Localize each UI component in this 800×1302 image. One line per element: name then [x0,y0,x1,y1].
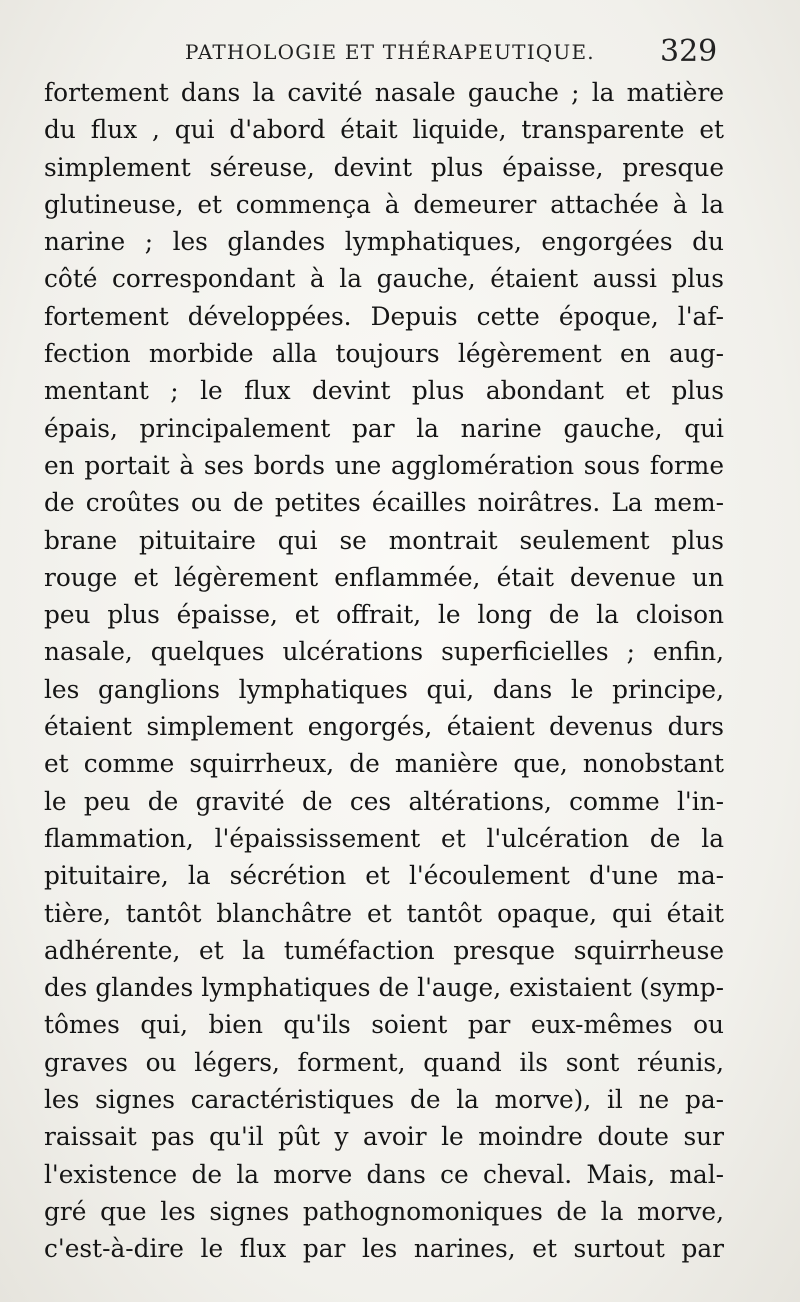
running-title: PATHOLOGIE ET THÉRAPEUTIQUE. [185,40,595,64]
text-line: en portait à ses bords une agglomération sous forme [44,450,724,480]
text-line: fection morbide alla toujours légèrement en aug- [44,339,724,369]
text-line: narine ; les glandes lymphatiques, engorgées du [44,227,724,257]
text-line: peu plus épaisse, et offrait, le long de la cloison [44,600,724,630]
text-line: l'existence de la morve dans ce cheval. Mais, mal- [44,1159,724,1189]
text-line: de croûtes ou de petites écailles noirâtres. La mem- [44,488,724,518]
page-header [0,34,800,74]
text-line: rouge et légèrement enflammée, était devenue un [44,562,724,592]
text-line: c'est-à-dire le flux par les narines, et surtout par [44,1234,724,1264]
text-line: tière, tantôt blanchâtre et tantôt opaque, qui était [44,898,724,928]
text-line: raissait pas qu'il pût y avoir le moindre doute sur [44,1122,724,1152]
text-line: le peu de gravité de ces altérations, comme l'in- [44,786,724,816]
text-line: mentant ; le flux devint plus abondant et plus [44,376,724,406]
text-line: graves ou légers, forment, quand ils sont réunis, [44,1047,724,1077]
text-line: étaient simplement engorgés, étaient devenus durs [44,712,724,742]
text-line: les ganglions lymphatiques qui, dans le principe, [44,674,724,704]
text-line: fortement dans la cavité nasale gauche ; la matière [44,78,724,107]
text-line: et comme squirrheux, de manière que, nonobstant [44,749,724,779]
body-text [44,74,724,1268]
text-line: côté correspondant à la gauche, étaient aussi plus [44,264,724,294]
text-line: épais, principalement par la narine gauche, qui [44,413,724,443]
text-line: tômes qui, bien qu'ils soient par eux-mêmes ou [44,1010,724,1040]
page-number: 329 [660,34,718,69]
text-line: brane pituitaire qui se montrait seulement plus [44,525,724,555]
text-line: nasale, quelques ulcérations superficielles ; enfin, [44,637,724,667]
text-line: simplement séreuse, devint plus épaisse, presque [44,152,724,182]
text-line: glutineuse, et commença à demeurer attachée à la [44,189,724,219]
text-line: les signes caractéristiques de la morve), il ne pa- [44,1085,724,1115]
text-line: flammation, l'épaississement et l'ulcération de la [44,823,724,853]
text-line: fortement développées. Depuis cette époque, l'af- [44,301,724,331]
text-line: gré que les signes pathognomoniques de la morve, [44,1196,724,1226]
text-line: pituitaire, la sécrétion et l'écoulement d'une ma- [44,861,724,891]
text-line: du flux , qui d'abord était liquide, transparente et [44,115,724,145]
text-line: des glandes lymphatiques de l'auge, existaient (symp- [44,973,724,1003]
text-line: adhérente, et la tuméfaction presque squirrheuse [44,935,724,965]
